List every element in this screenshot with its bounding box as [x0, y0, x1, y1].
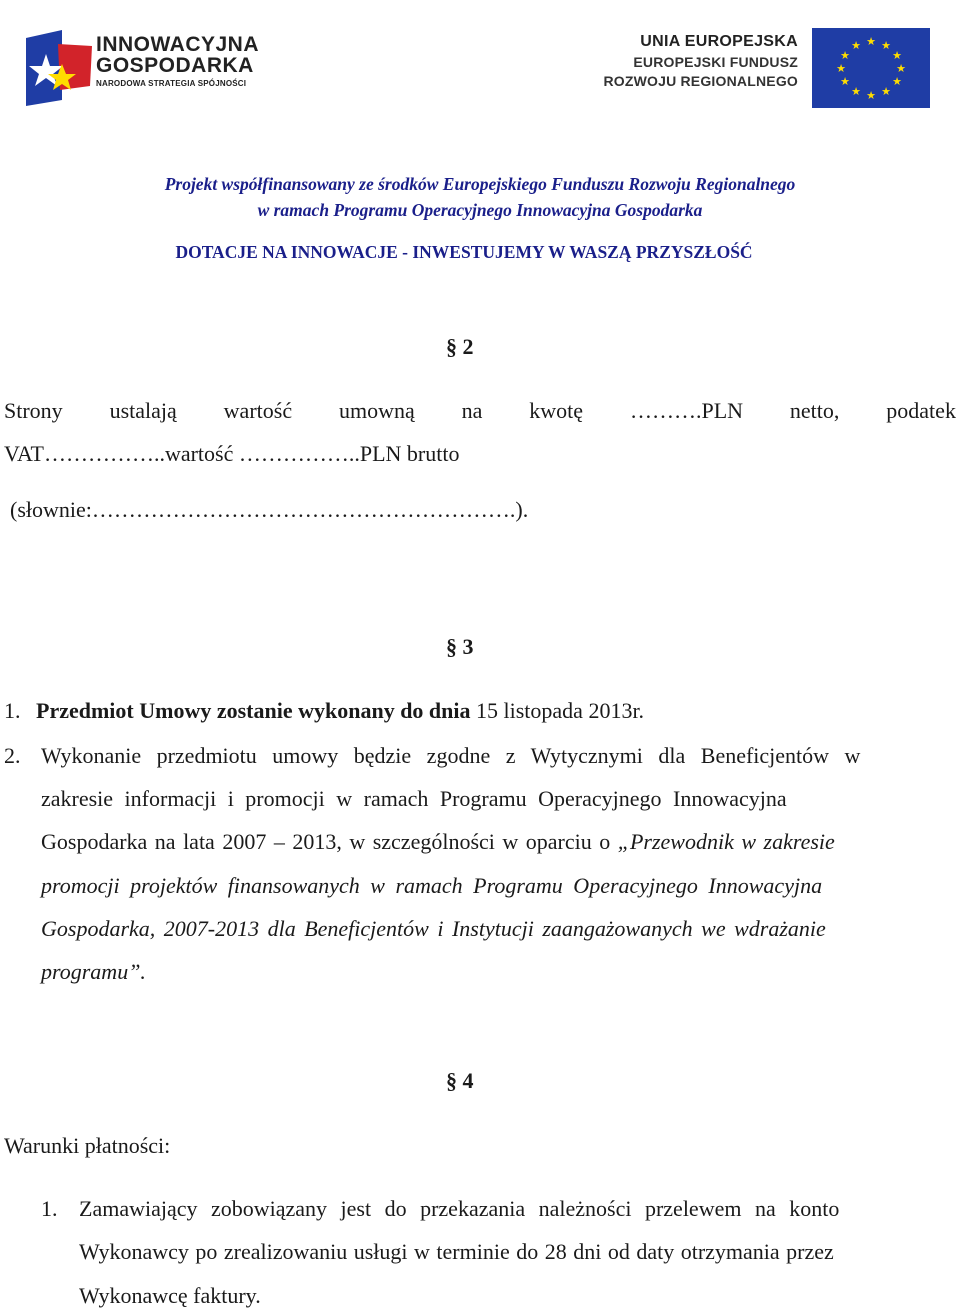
italic-quote-text: „Przewodnik w zakresie: [617, 829, 835, 854]
section-2-row-1: [4, 397, 956, 425]
logo-text-right: [588, 32, 798, 90]
paragraph-line: Gospodarka na lata 2007 – 2013, w szczególności w oparciu o „Przewodnik w zakresie: [41, 829, 835, 854]
svg-text:★: ★: [840, 75, 850, 88]
s2-word: wartość: [223, 398, 293, 423]
innowacyjna-gospodarka-logo: [22, 28, 322, 108]
svg-text:★: ★: [851, 85, 861, 98]
logo-right-line2: EUROPEJSKI FUNDUSZ: [633, 54, 798, 70]
logo-right-line1: UNIA EUROPEJSKA: [640, 33, 798, 50]
svg-text:★: ★: [866, 35, 876, 48]
svg-text:★: ★: [866, 89, 876, 102]
s2-word: Strony: [4, 398, 63, 423]
section-2-row-3: (słownie:………………………………………………….).: [10, 497, 529, 522]
item-1-bold-text: Przedmiot Umowy zostanie wykonany do dnia: [36, 698, 471, 723]
logo-right-line3: ROZWOJU REGIONALNEGO: [603, 73, 798, 89]
svg-text:★: ★: [881, 85, 891, 98]
section-3-item-2-line-4: promocji projektów finansowanych w ramach Programu Operacyjnego Innowacyjna: [41, 873, 823, 898]
eu-logo: [580, 28, 940, 108]
svg-text:★: ★: [836, 62, 846, 75]
section-3-item-2-line-5: Gospodarka, 2007-2013 dla Beneficjentów i Instytucji zaangażowanych we wdrażanie: [41, 916, 826, 941]
s2-word: ……….PLN: [629, 398, 744, 423]
section-4-item-1-line-1: Zamawiający zobowiązany jest do przekazania należności przelewem na konto: [79, 1196, 840, 1221]
logo-left-line3: NARODOWA STRATEGIA SPÓJNOŚCI: [96, 79, 247, 88]
svg-text:★: ★: [892, 75, 902, 88]
paragraph-line: Wykonanie przedmiotu umowy będzie zgodne z Wytycznymi dla Beneficjentów w: [41, 743, 861, 768]
header-line-1: Projekt współfinansowany ze środków Europejskiego Funduszu Rozwoju Regionalnego: [164, 174, 796, 194]
section-3-heading: § 3: [446, 634, 474, 659]
header-line-2: w ramach Programu Operacyjnego Innowacyjna Gospodarka: [257, 200, 703, 220]
section-4-heading: § 4: [446, 1068, 474, 1093]
eu-flag-icon: [812, 28, 930, 108]
header-line-3: DOTACJE NA INNOWACJE - INWESTUJEMY W WASZĄ PRZYSZŁOŚĆ: [175, 242, 753, 262]
s2-word: kwotę: [529, 398, 584, 423]
section-3-item-2-line-2: zakresie informacji i promocji w ramach Programu Operacyjnego Innowacyjna: [41, 786, 787, 811]
logo-left-line1: INNOWACYJNA: [96, 33, 260, 56]
s2-word: netto,: [789, 398, 840, 423]
section-4-subtitle: Warunki płatności:: [4, 1133, 171, 1158]
item-number: 1.: [41, 1196, 58, 1221]
s2-word: podatek: [886, 398, 956, 423]
section-4-item-1-line-2: Wykonawcy po zrealizowaniu usługi w terminie do 28 dni od daty otrzymania przez: [79, 1239, 834, 1264]
section-3-item-2-line-6: programu”.: [41, 959, 146, 984]
section-2-heading: § 2: [446, 334, 474, 359]
s2-word: na: [461, 398, 483, 423]
item-number: 1.: [4, 698, 21, 723]
section-3-item-1: [4, 697, 644, 725]
section-3-item-2-line-3: [41, 828, 835, 856]
svg-text:★: ★: [851, 39, 861, 52]
svg-text:★: ★: [881, 39, 891, 52]
section-4-item-1-line-3: Wykonawcę faktury.: [79, 1283, 261, 1308]
star-emblem-icon: [22, 28, 94, 108]
item-number: 2.: [4, 743, 21, 768]
s2-word: umowną: [338, 398, 415, 423]
logo-text-left: [96, 34, 259, 90]
section-3-item-2-line-1: [41, 742, 956, 770]
item-1-date-text: 15 listopada 2013r.: [476, 698, 645, 723]
svg-text:★: ★: [892, 49, 902, 62]
svg-text:★: ★: [896, 62, 906, 75]
s2-word: ustalają: [109, 398, 177, 423]
svg-text:★: ★: [840, 49, 850, 62]
logo-left-line2: GOSPODARKA: [96, 54, 254, 77]
section-2-row-2: VAT……………..wartość ……………..PLN brutto: [4, 441, 460, 466]
